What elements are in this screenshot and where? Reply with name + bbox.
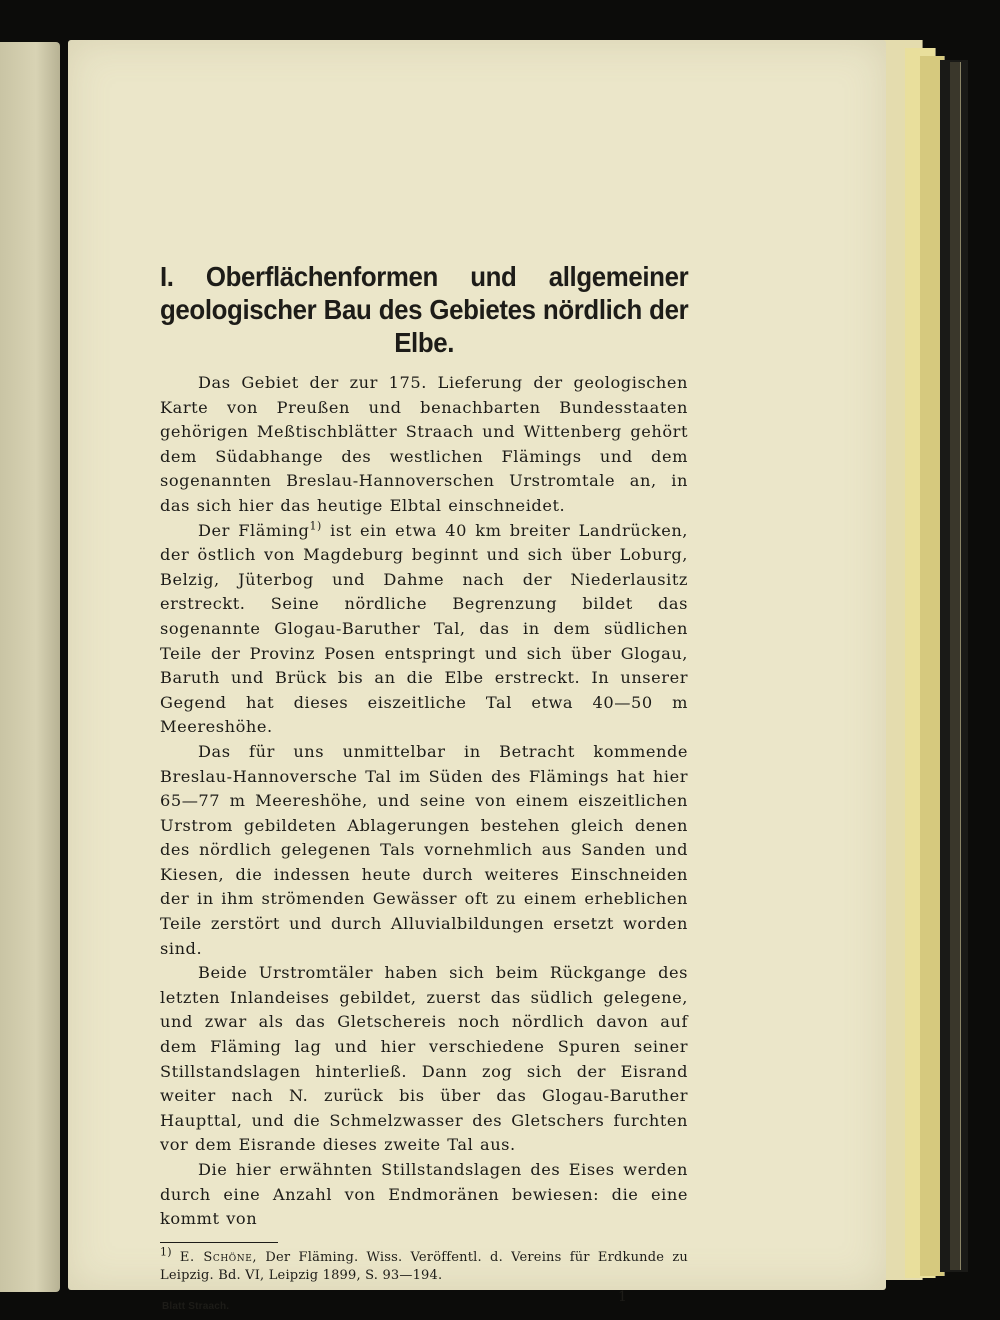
footnote-text: Der Fläming. Wiss. Veröffentl. d. Vereins für Erdkunde zu Leipzig. Bd. VI, Leipzig 1899, S. 93—194. bbox=[160, 1249, 689, 1283]
left-page-edge bbox=[0, 42, 60, 1292]
paragraph-text: Das Gebiet der zur 175. Lieferung der geologischen Karte von Preußen und benachbarten Bundesstaaten gehörigen Meßtischblätter Straach und Wittenberg gehört dem Südabhange des westlichen Flämings und dem sogenannten Breslau-Hannoverschen Urstromtale an, in das sich hier das heutige Elbtal einschneidet. bbox=[160, 373, 688, 515]
footnote-reference: 1) bbox=[309, 519, 322, 533]
paragraph bbox=[160, 740, 688, 961]
page-footer bbox=[160, 1289, 688, 1319]
sheet-signature: Blatt Straach. bbox=[162, 1300, 230, 1312]
footnote bbox=[160, 1245, 689, 1285]
book-page bbox=[68, 40, 886, 1312]
paragraph-text: Das für uns unmittelbar in Betracht kommende Breslau-Hannoversche Tal im Süden des Flämings hat hier 65—77 m Meereshöhe, und seine von einem eiszeitlichen Urstrom gebildeten Ablagerungen bestehen gleich denen des nördlich gelegenen Tals vornehmlich aus Sanden und Kiesen, die indessen heute durch weiteres Einschneiden der in ihm strömenden Gewässer oft zu einem erheblichen Teile zerstört und durch Alluvialbildungen ersetzt worden sind. bbox=[160, 741, 688, 958]
paragraph bbox=[160, 961, 688, 1158]
paragraph-text: ist ein etwa 40 km breiter Landrücken, der östlich von Magdeburg beginnt und sich über Loburg, Belzig, Jüterbog und Dahme nach der Niederlausitz erstreckt. bbox=[160, 520, 688, 614]
footnote-divider bbox=[160, 1242, 278, 1243]
page-number: 1 bbox=[618, 1288, 627, 1305]
section-heading: I. Oberflächenformen und allgemeiner geologischer Bau des Gebietes nördlich der Elbe. bbox=[160, 261, 689, 358]
paragraph bbox=[160, 1158, 688, 1232]
paragraph-text: Beide Urstromtäler haben sich beim Rückgange des letzten Inlandeises gebildet, zuerst das südlich gelegene, und zwar als das Gletschereis noch nördlich davon auf dem Fläming lag und hier verschiedene Spuren seiner Stillstandslagen hinterließ. Dann zog sich der Eisrand weiter nach N. zurück bis über das Glogau-Baruther Haupttal, und die Schmelzwasser des Gletschers furchten vor dem Eisrande dieses zweite Tal aus. bbox=[160, 963, 688, 1155]
paragraph-text: Die hier erwähnten Stillstandslagen des Eises werden durch eine Anzahl von Endmoränen bewiesen: die eine kommt von bbox=[160, 1160, 688, 1229]
book-cover-edge bbox=[950, 62, 961, 1270]
paragraph bbox=[160, 371, 688, 519]
footnote-author: E. Schöne, bbox=[179, 1249, 258, 1265]
paragraph-text: Der Fläming bbox=[198, 520, 310, 540]
paragraph bbox=[160, 519, 688, 740]
footnote-mark: 1) bbox=[160, 1245, 172, 1259]
text-block bbox=[160, 260, 688, 1319]
paragraph-text: Seine nördliche Begrenzung bildet das sogenannte Glogau-Baruther Tal, das in dem südlichen Teile der Provinz Posen entspringt und sich über Glogau, Baruth und Brück bis an die Elbe erstreckt. In unserer Gegend hat dieses eiszeitliche Tal etwa 40—50 m Meereshöhe. bbox=[160, 594, 688, 737]
